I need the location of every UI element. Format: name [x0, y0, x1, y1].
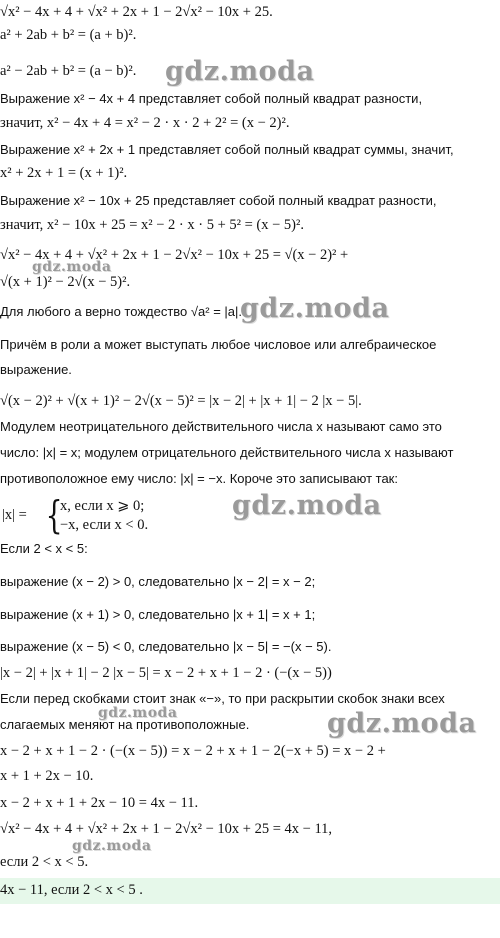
text-case-second: выражение (x + 1) > 0, следовательно |x + 1| = x + 1;: [0, 607, 316, 622]
text-case-third: выражение (x − 5) < 0, следовательно |x − 5| = −(x − 5).: [0, 639, 332, 654]
equation-expanded-modulus: |x − 2| + |x + 1| − 2 |x − 5| = x − 2 + x + 1 − 2 · (−(x − 5)): [0, 665, 332, 681]
watermark-logo: gdz.moda: [327, 708, 477, 739]
text-final-condition: если 2 < x < 5.: [0, 854, 89, 870]
watermark-logo: gdz.moda: [72, 838, 152, 854]
equation-open-brackets-line1: x − 2 + x + 1 − 2 · (−(x − 5)) = x − 2 + x + 1 − 2(−x + 5) = x − 2 +: [0, 743, 386, 759]
text-modulus-definition-line2: число: |x| = x; модулем отрицательного действительного числа x называют: [0, 445, 454, 460]
piecewise-brace: {: [45, 493, 63, 537]
text-modulus-definition-line3: противоположное ему число: |x| = −x. Короче это записывают так:: [0, 471, 398, 486]
piecewise-case-negative: −x, если x < 0.: [60, 517, 149, 533]
watermark-logo: gdz.moda: [232, 490, 382, 521]
text-first-square: Выражение x² − 4x + 4 представляет собой полный квадрат разности,: [0, 91, 423, 106]
formula-square-of-sum: a² + 2ab + b² = (a + b)².: [0, 27, 137, 43]
answer-text: 4x − 11, если 2 < x < 5 .: [0, 882, 143, 898]
piecewise-lhs: |x| =: [2, 507, 27, 523]
watermark-logo: gdz.moda: [98, 705, 178, 721]
piecewise-definition: [0, 493, 260, 537]
equation-substitution-line2: √(x + 1)² − 2√(x − 5)².: [0, 274, 131, 290]
piecewise-case-nonnegative: x, если x ⩾ 0;: [60, 498, 145, 514]
expression-original: √x² − 4x + 4 + √x² + 2x + 1 − 2√x² − 10x + 25.: [0, 4, 273, 20]
watermark-logo: gdz.moda: [240, 293, 390, 324]
text-third-square: Выражение x² − 10x + 25 представляет собой полный квадрат разности,: [0, 193, 437, 208]
equation-first-square: значит, x² − 4x + 4 = x² − 2 · x · 2 + 2² = (x − 2)².: [0, 115, 290, 131]
watermark-logo: gdz.moda: [32, 259, 112, 275]
text-sign-rule-line1: Если перед скобками стоит знак «−», то при раскрытии скобок знаки всех: [0, 691, 445, 706]
text-case-first: выражение (x − 2) > 0, следовательно |x − 2| = x − 2;: [0, 574, 316, 589]
text-identity: Для любого a верно тождество √a² = |a|.: [0, 304, 242, 319]
text-role-line2: выражение.: [0, 362, 72, 377]
watermark-logo: gdz.moda: [165, 56, 315, 87]
text-role-line1: Причём в роли a может выступать любое числовое или алгебраическое: [0, 337, 437, 352]
text-modulus-definition-line1: Модулем неотрицательного действительного числа x называют само это: [0, 419, 442, 434]
equation-simplified: x − 2 + x + 1 + 2x − 10 = 4x − 11.: [0, 795, 199, 811]
equation-second-square: x² + 2x + 1 = (x + 1)².: [0, 165, 128, 181]
equation-third-square: значит, x² − 10x + 25 = x² − 2 · x · 5 + 5² = (x − 5)².: [0, 217, 304, 233]
equation-open-brackets-line2: x + 1 + 2x − 10.: [0, 768, 94, 784]
text-second-square: Выражение x² + 2x + 1 представляет собой полный квадрат суммы, значит,: [0, 142, 454, 157]
equation-modulus-form: √(x − 2)² + √(x + 1)² − 2√(x − 5)² = |x − 2| + |x + 1| − 2 |x − 5|.: [0, 393, 362, 409]
equation-substitution-line1: √x² − 4x + 4 + √x² + 2x + 1 − 2√x² − 10x + 25 = √(x − 2)² +: [0, 247, 349, 263]
text-condition: Если 2 < x < 5:: [0, 541, 88, 556]
text-sign-rule-line2: слагаемых меняют на противоположные.: [0, 717, 250, 732]
formula-square-of-difference: a² − 2ab + b² = (a − b)².: [0, 63, 137, 79]
equation-final: √x² − 4x + 4 + √x² + 2x + 1 − 2√x² − 10x + 25 = 4x − 11,: [0, 821, 333, 837]
